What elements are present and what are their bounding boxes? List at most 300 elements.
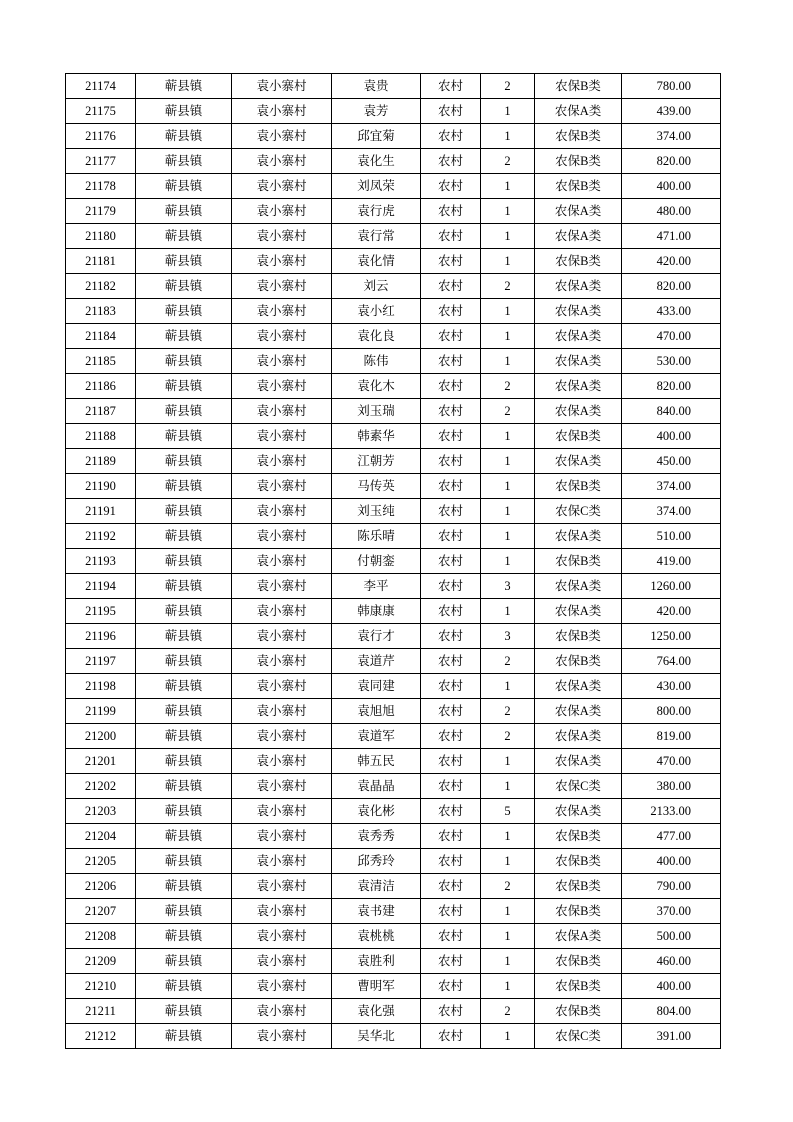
insurance-category-cell: 农保A类 xyxy=(535,199,622,224)
insurance-category-cell: 农保B类 xyxy=(535,824,622,849)
table-row xyxy=(66,999,721,1024)
person-name-cell: 马传英 xyxy=(332,474,421,499)
amount-cell: 419.00 xyxy=(622,549,721,574)
village-cell: 袁小寨村 xyxy=(232,774,332,799)
serial-no-cell: 21205 xyxy=(66,849,136,874)
table-row xyxy=(66,424,721,449)
town-cell: 蕲县镇 xyxy=(136,174,232,199)
town-cell: 蕲县镇 xyxy=(136,674,232,699)
person-name-cell: 袁书建 xyxy=(332,899,421,924)
village-cell: 袁小寨村 xyxy=(232,899,332,924)
amount-cell: 820.00 xyxy=(622,374,721,399)
amount-cell: 477.00 xyxy=(622,824,721,849)
person-name-cell: 刘玉瑞 xyxy=(332,399,421,424)
serial-no-cell: 21183 xyxy=(66,299,136,324)
household-type-cell: 农村 xyxy=(421,674,481,699)
insurance-category-cell: 农保B类 xyxy=(535,149,622,174)
town-cell: 蕲县镇 xyxy=(136,549,232,574)
insurance-category-cell: 农保A类 xyxy=(535,374,622,399)
insurance-category-cell: 农保A类 xyxy=(535,224,622,249)
village-cell: 袁小寨村 xyxy=(232,274,332,299)
village-cell: 袁小寨村 xyxy=(232,299,332,324)
town-cell: 蕲县镇 xyxy=(136,574,232,599)
household-type-cell: 农村 xyxy=(421,74,481,99)
village-cell: 袁小寨村 xyxy=(232,849,332,874)
amount-cell: 480.00 xyxy=(622,199,721,224)
person-count-cell: 1 xyxy=(481,749,535,774)
town-cell: 蕲县镇 xyxy=(136,774,232,799)
table-row xyxy=(66,599,721,624)
household-type-cell: 农村 xyxy=(421,399,481,424)
household-type-cell: 农村 xyxy=(421,774,481,799)
village-cell: 袁小寨村 xyxy=(232,924,332,949)
insurance-category-cell: 农保A类 xyxy=(535,524,622,549)
insurance-category-cell: 农保A类 xyxy=(535,574,622,599)
serial-no-cell: 21201 xyxy=(66,749,136,774)
town-cell: 蕲县镇 xyxy=(136,599,232,624)
town-cell: 蕲县镇 xyxy=(136,124,232,149)
person-count-cell: 1 xyxy=(481,524,535,549)
village-cell: 袁小寨村 xyxy=(232,199,332,224)
person-name-cell: 袁道军 xyxy=(332,724,421,749)
town-cell: 蕲县镇 xyxy=(136,99,232,124)
table-body xyxy=(66,74,721,1049)
person-name-cell: 邱秀玲 xyxy=(332,849,421,874)
amount-cell: 420.00 xyxy=(622,249,721,274)
amount-cell: 2133.00 xyxy=(622,799,721,824)
household-type-cell: 农村 xyxy=(421,724,481,749)
table-row xyxy=(66,724,721,749)
village-cell: 袁小寨村 xyxy=(232,624,332,649)
town-cell: 蕲县镇 xyxy=(136,849,232,874)
household-type-cell: 农村 xyxy=(421,124,481,149)
town-cell: 蕲县镇 xyxy=(136,949,232,974)
amount-cell: 370.00 xyxy=(622,899,721,924)
serial-no-cell: 21184 xyxy=(66,324,136,349)
household-type-cell: 农村 xyxy=(421,249,481,274)
serial-no-cell: 21212 xyxy=(66,1024,136,1049)
village-cell: 袁小寨村 xyxy=(232,999,332,1024)
village-cell: 袁小寨村 xyxy=(232,824,332,849)
village-cell: 袁小寨村 xyxy=(232,499,332,524)
table-row xyxy=(66,624,721,649)
table-row xyxy=(66,774,721,799)
serial-no-cell: 21186 xyxy=(66,374,136,399)
serial-no-cell: 21174 xyxy=(66,74,136,99)
person-name-cell: 江朝芳 xyxy=(332,449,421,474)
table-row xyxy=(66,124,721,149)
serial-no-cell: 21195 xyxy=(66,599,136,624)
amount-cell: 820.00 xyxy=(622,274,721,299)
amount-cell: 800.00 xyxy=(622,699,721,724)
person-count-cell: 1 xyxy=(481,499,535,524)
amount-cell: 1260.00 xyxy=(622,574,721,599)
insurance-category-cell: 农保A类 xyxy=(535,399,622,424)
serial-no-cell: 21177 xyxy=(66,149,136,174)
table-row xyxy=(66,449,721,474)
serial-no-cell: 21179 xyxy=(66,199,136,224)
serial-no-cell: 21196 xyxy=(66,624,136,649)
serial-no-cell: 21192 xyxy=(66,524,136,549)
table-row xyxy=(66,374,721,399)
person-count-cell: 1 xyxy=(481,174,535,199)
person-name-cell: 邱宜菊 xyxy=(332,124,421,149)
person-name-cell: 袁清洁 xyxy=(332,874,421,899)
person-count-cell: 2 xyxy=(481,74,535,99)
person-count-cell: 2 xyxy=(481,999,535,1024)
town-cell: 蕲县镇 xyxy=(136,449,232,474)
table-row xyxy=(66,849,721,874)
serial-no-cell: 21190 xyxy=(66,474,136,499)
amount-cell: 439.00 xyxy=(622,99,721,124)
household-type-cell: 农村 xyxy=(421,849,481,874)
insurance-category-cell: 农保A类 xyxy=(535,724,622,749)
town-cell: 蕲县镇 xyxy=(136,324,232,349)
person-count-cell: 1 xyxy=(481,99,535,124)
insurance-category-cell: 农保B类 xyxy=(535,174,622,199)
household-type-cell: 农村 xyxy=(421,349,481,374)
household-type-cell: 农村 xyxy=(421,624,481,649)
person-name-cell: 李平 xyxy=(332,574,421,599)
amount-cell: 471.00 xyxy=(622,224,721,249)
village-cell: 袁小寨村 xyxy=(232,724,332,749)
person-name-cell: 陈乐晴 xyxy=(332,524,421,549)
town-cell: 蕲县镇 xyxy=(136,999,232,1024)
insurance-category-cell: 农保B类 xyxy=(535,649,622,674)
village-cell: 袁小寨村 xyxy=(232,974,332,999)
insurance-category-cell: 农保B类 xyxy=(535,474,622,499)
town-cell: 蕲县镇 xyxy=(136,649,232,674)
person-count-cell: 3 xyxy=(481,574,535,599)
person-count-cell: 1 xyxy=(481,124,535,149)
household-type-cell: 农村 xyxy=(421,374,481,399)
village-cell: 袁小寨村 xyxy=(232,99,332,124)
table-row xyxy=(66,299,721,324)
person-name-cell: 陈伟 xyxy=(332,349,421,374)
village-cell: 袁小寨村 xyxy=(232,374,332,399)
village-cell: 袁小寨村 xyxy=(232,149,332,174)
amount-cell: 804.00 xyxy=(622,999,721,1024)
person-name-cell: 袁行常 xyxy=(332,224,421,249)
person-count-cell: 3 xyxy=(481,624,535,649)
table-row xyxy=(66,574,721,599)
village-cell: 袁小寨村 xyxy=(232,74,332,99)
amount-cell: 790.00 xyxy=(622,874,721,899)
village-cell: 袁小寨村 xyxy=(232,124,332,149)
table-row xyxy=(66,974,721,999)
village-cell: 袁小寨村 xyxy=(232,474,332,499)
person-name-cell: 袁旭旭 xyxy=(332,699,421,724)
person-count-cell: 1 xyxy=(481,249,535,274)
town-cell: 蕲县镇 xyxy=(136,249,232,274)
person-name-cell: 袁化良 xyxy=(332,324,421,349)
serial-no-cell: 21200 xyxy=(66,724,136,749)
amount-cell: 374.00 xyxy=(622,499,721,524)
person-name-cell: 袁桃桃 xyxy=(332,924,421,949)
town-cell: 蕲县镇 xyxy=(136,274,232,299)
person-name-cell: 韩康康 xyxy=(332,599,421,624)
table-row xyxy=(66,474,721,499)
insurance-category-cell: 农保B类 xyxy=(535,849,622,874)
village-cell: 袁小寨村 xyxy=(232,699,332,724)
insurance-category-cell: 农保B类 xyxy=(535,249,622,274)
town-cell: 蕲县镇 xyxy=(136,824,232,849)
household-type-cell: 农村 xyxy=(421,174,481,199)
household-type-cell: 农村 xyxy=(421,99,481,124)
insurance-category-cell: 农保B类 xyxy=(535,974,622,999)
person-name-cell: 吴华北 xyxy=(332,1024,421,1049)
table-row xyxy=(66,399,721,424)
serial-no-cell: 21203 xyxy=(66,799,136,824)
person-count-cell: 1 xyxy=(481,949,535,974)
person-name-cell: 袁道芹 xyxy=(332,649,421,674)
person-name-cell: 曹明军 xyxy=(332,974,421,999)
household-type-cell: 农村 xyxy=(421,299,481,324)
household-type-cell: 农村 xyxy=(421,824,481,849)
serial-no-cell: 21207 xyxy=(66,899,136,924)
person-count-cell: 1 xyxy=(481,824,535,849)
person-count-cell: 1 xyxy=(481,199,535,224)
serial-no-cell: 21175 xyxy=(66,99,136,124)
amount-cell: 819.00 xyxy=(622,724,721,749)
serial-no-cell: 21178 xyxy=(66,174,136,199)
table-row xyxy=(66,174,721,199)
household-type-cell: 农村 xyxy=(421,874,481,899)
person-count-cell: 1 xyxy=(481,449,535,474)
village-cell: 袁小寨村 xyxy=(232,549,332,574)
person-count-cell: 1 xyxy=(481,349,535,374)
amount-cell: 470.00 xyxy=(622,749,721,774)
amount-cell: 530.00 xyxy=(622,349,721,374)
person-count-cell: 1 xyxy=(481,774,535,799)
village-cell: 袁小寨村 xyxy=(232,424,332,449)
person-name-cell: 袁化生 xyxy=(332,149,421,174)
village-cell: 袁小寨村 xyxy=(232,599,332,624)
person-count-cell: 1 xyxy=(481,924,535,949)
serial-no-cell: 21187 xyxy=(66,399,136,424)
insurance-category-cell: 农保B类 xyxy=(535,124,622,149)
household-type-cell: 农村 xyxy=(421,424,481,449)
insurance-category-cell: 农保B类 xyxy=(535,624,622,649)
person-name-cell: 刘云 xyxy=(332,274,421,299)
amount-cell: 400.00 xyxy=(622,174,721,199)
person-count-cell: 2 xyxy=(481,699,535,724)
insurance-category-cell: 农保B类 xyxy=(535,874,622,899)
table-row xyxy=(66,824,721,849)
village-cell: 袁小寨村 xyxy=(232,799,332,824)
serial-no-cell: 21199 xyxy=(66,699,136,724)
table-row xyxy=(66,349,721,374)
person-count-cell: 1 xyxy=(481,849,535,874)
village-cell: 袁小寨村 xyxy=(232,399,332,424)
town-cell: 蕲县镇 xyxy=(136,799,232,824)
insurance-category-cell: 农保C类 xyxy=(535,774,622,799)
person-count-cell: 1 xyxy=(481,299,535,324)
household-type-cell: 农村 xyxy=(421,449,481,474)
amount-cell: 391.00 xyxy=(622,1024,721,1049)
amount-cell: 400.00 xyxy=(622,974,721,999)
village-cell: 袁小寨村 xyxy=(232,449,332,474)
benefit-table xyxy=(65,73,721,1049)
amount-cell: 400.00 xyxy=(622,849,721,874)
amount-cell: 820.00 xyxy=(622,149,721,174)
town-cell: 蕲县镇 xyxy=(136,149,232,174)
person-name-cell: 韩五民 xyxy=(332,749,421,774)
household-type-cell: 农村 xyxy=(421,799,481,824)
serial-no-cell: 21209 xyxy=(66,949,136,974)
serial-no-cell: 21182 xyxy=(66,274,136,299)
amount-cell: 460.00 xyxy=(622,949,721,974)
table-row xyxy=(66,149,721,174)
amount-cell: 780.00 xyxy=(622,74,721,99)
town-cell: 蕲县镇 xyxy=(136,299,232,324)
table-row xyxy=(66,224,721,249)
household-type-cell: 农村 xyxy=(421,974,481,999)
village-cell: 袁小寨村 xyxy=(232,674,332,699)
serial-no-cell: 21197 xyxy=(66,649,136,674)
person-name-cell: 袁贵 xyxy=(332,74,421,99)
person-count-cell: 1 xyxy=(481,674,535,699)
town-cell: 蕲县镇 xyxy=(136,924,232,949)
person-name-cell: 袁化木 xyxy=(332,374,421,399)
household-type-cell: 农村 xyxy=(421,924,481,949)
town-cell: 蕲县镇 xyxy=(136,974,232,999)
amount-cell: 430.00 xyxy=(622,674,721,699)
town-cell: 蕲县镇 xyxy=(136,424,232,449)
town-cell: 蕲县镇 xyxy=(136,224,232,249)
person-name-cell: 袁同建 xyxy=(332,674,421,699)
table-row xyxy=(66,674,721,699)
table-row xyxy=(66,649,721,674)
person-count-cell: 2 xyxy=(481,149,535,174)
serial-no-cell: 21181 xyxy=(66,249,136,274)
person-count-cell: 1 xyxy=(481,224,535,249)
amount-cell: 450.00 xyxy=(622,449,721,474)
household-type-cell: 农村 xyxy=(421,474,481,499)
serial-no-cell: 21193 xyxy=(66,549,136,574)
insurance-category-cell: 农保A类 xyxy=(535,749,622,774)
village-cell: 袁小寨村 xyxy=(232,749,332,774)
person-name-cell: 袁胜利 xyxy=(332,949,421,974)
household-type-cell: 农村 xyxy=(421,1024,481,1049)
town-cell: 蕲县镇 xyxy=(136,474,232,499)
household-type-cell: 农村 xyxy=(421,499,481,524)
person-name-cell: 袁化彬 xyxy=(332,799,421,824)
insurance-category-cell: 农保A类 xyxy=(535,599,622,624)
serial-no-cell: 21176 xyxy=(66,124,136,149)
village-cell: 袁小寨村 xyxy=(232,249,332,274)
town-cell: 蕲县镇 xyxy=(136,1024,232,1049)
town-cell: 蕲县镇 xyxy=(136,499,232,524)
person-name-cell: 刘凤荣 xyxy=(332,174,421,199)
table-row xyxy=(66,549,721,574)
amount-cell: 470.00 xyxy=(622,324,721,349)
serial-no-cell: 21185 xyxy=(66,349,136,374)
serial-no-cell: 21210 xyxy=(66,974,136,999)
table-row xyxy=(66,874,721,899)
household-type-cell: 农村 xyxy=(421,549,481,574)
table-row xyxy=(66,924,721,949)
insurance-category-cell: 农保A类 xyxy=(535,324,622,349)
amount-cell: 374.00 xyxy=(622,124,721,149)
serial-no-cell: 21194 xyxy=(66,574,136,599)
town-cell: 蕲县镇 xyxy=(136,374,232,399)
household-type-cell: 农村 xyxy=(421,149,481,174)
table-row xyxy=(66,524,721,549)
person-count-cell: 2 xyxy=(481,399,535,424)
insurance-category-cell: 农保C类 xyxy=(535,499,622,524)
person-count-cell: 2 xyxy=(481,874,535,899)
person-count-cell: 1 xyxy=(481,1024,535,1049)
village-cell: 袁小寨村 xyxy=(232,949,332,974)
household-type-cell: 农村 xyxy=(421,899,481,924)
town-cell: 蕲县镇 xyxy=(136,524,232,549)
serial-no-cell: 21180 xyxy=(66,224,136,249)
person-count-cell: 1 xyxy=(481,549,535,574)
village-cell: 袁小寨村 xyxy=(232,174,332,199)
amount-cell: 500.00 xyxy=(622,924,721,949)
household-type-cell: 农村 xyxy=(421,224,481,249)
person-name-cell: 袁芳 xyxy=(332,99,421,124)
village-cell: 袁小寨村 xyxy=(232,574,332,599)
insurance-category-cell: 农保C类 xyxy=(535,1024,622,1049)
town-cell: 蕲县镇 xyxy=(136,74,232,99)
household-type-cell: 农村 xyxy=(421,699,481,724)
town-cell: 蕲县镇 xyxy=(136,874,232,899)
town-cell: 蕲县镇 xyxy=(136,624,232,649)
table-row xyxy=(66,1024,721,1049)
amount-cell: 840.00 xyxy=(622,399,721,424)
insurance-category-cell: 农保A类 xyxy=(535,349,622,374)
household-type-cell: 农村 xyxy=(421,524,481,549)
town-cell: 蕲县镇 xyxy=(136,699,232,724)
person-name-cell: 袁化情 xyxy=(332,249,421,274)
town-cell: 蕲县镇 xyxy=(136,199,232,224)
village-cell: 袁小寨村 xyxy=(232,349,332,374)
town-cell: 蕲县镇 xyxy=(136,399,232,424)
person-name-cell: 袁晶晶 xyxy=(332,774,421,799)
person-count-cell: 2 xyxy=(481,649,535,674)
table-row xyxy=(66,949,721,974)
insurance-category-cell: 农保B类 xyxy=(535,949,622,974)
amount-cell: 380.00 xyxy=(622,774,721,799)
insurance-category-cell: 农保A类 xyxy=(535,674,622,699)
amount-cell: 433.00 xyxy=(622,299,721,324)
serial-no-cell: 21188 xyxy=(66,424,136,449)
household-type-cell: 农村 xyxy=(421,999,481,1024)
village-cell: 袁小寨村 xyxy=(232,224,332,249)
amount-cell: 374.00 xyxy=(622,474,721,499)
table-row xyxy=(66,249,721,274)
person-name-cell: 刘玉纯 xyxy=(332,499,421,524)
household-type-cell: 农村 xyxy=(421,274,481,299)
village-cell: 袁小寨村 xyxy=(232,1024,332,1049)
household-type-cell: 农村 xyxy=(421,574,481,599)
village-cell: 袁小寨村 xyxy=(232,524,332,549)
person-name-cell: 付朝銮 xyxy=(332,549,421,574)
insurance-category-cell: 农保B类 xyxy=(535,549,622,574)
amount-cell: 400.00 xyxy=(622,424,721,449)
amount-cell: 510.00 xyxy=(622,524,721,549)
table-row xyxy=(66,274,721,299)
person-count-cell: 2 xyxy=(481,274,535,299)
serial-no-cell: 21189 xyxy=(66,449,136,474)
table-row xyxy=(66,699,721,724)
serial-no-cell: 21211 xyxy=(66,999,136,1024)
person-count-cell: 5 xyxy=(481,799,535,824)
person-name-cell: 袁秀秀 xyxy=(332,824,421,849)
village-cell: 袁小寨村 xyxy=(232,874,332,899)
